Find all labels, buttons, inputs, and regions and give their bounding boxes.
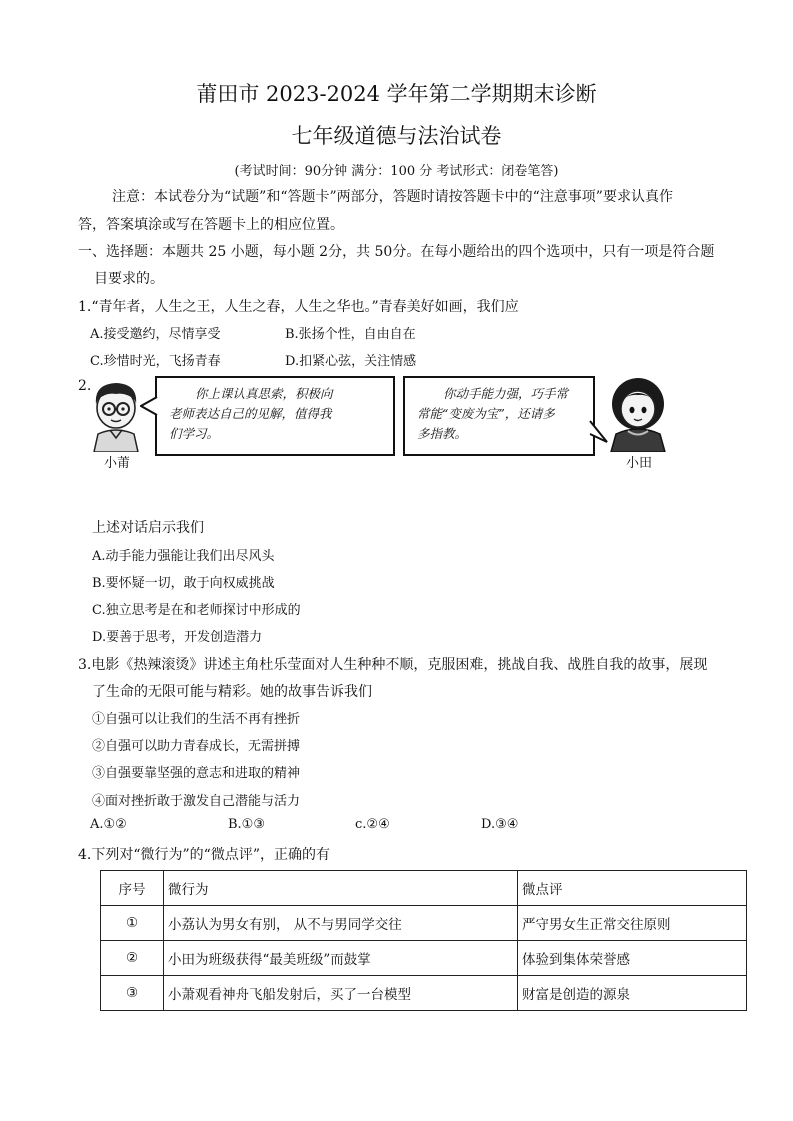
notice-line1: 注意：本试卷分为“试题”和“答题卡”两部分，答题时请按答题卡中的“注意事项”要求认真作	[112, 189, 673, 205]
q3-option-a: A.①②	[90, 817, 127, 832]
exam-title-line2: 七年级道德与法治试卷	[291, 124, 502, 148]
table-cell: 小田为班级获得“最美班级”而鼓掌	[164, 941, 518, 976]
notice-line2: 答，答案填涂或写在答题卡上的相应位置。	[78, 217, 344, 233]
q4-stem: 4.下列对“微行为”的“微点评”，正确的有	[78, 847, 330, 863]
table-cell: ③	[101, 976, 164, 1011]
q3-statement-4: ④面对挫折敢于激发自己潜能与活力	[92, 794, 301, 809]
bubble-left-line1: 你上课认真思索，积极向	[195, 386, 333, 401]
q2-option-c: C.独立思考是在和老师探讨中形成的	[92, 603, 301, 618]
bubble-right-line2: 常能“变废为宝”，还请多	[417, 406, 555, 421]
table-cell: ②	[101, 941, 164, 976]
caption-boy-name: 小莆	[104, 456, 131, 471]
table-cell: ①	[101, 906, 164, 941]
q2-prompt: 上述对话启示我们	[92, 520, 204, 536]
speech-bubble-left	[155, 376, 395, 456]
section1-line1: 一、选择题：本题共 25 小题，每小题 2分，共 50分。在每小题给出的四个选项中，只有一项是符合题	[78, 244, 715, 260]
q3-stem-line1: 3.电影《热辣滚烫》讲述主角杜乐莹面对人生种种不顺，克服困难，挑战自我、战胜自我的故事，展现	[78, 657, 708, 673]
speech-bubble-right	[403, 376, 595, 456]
q1-option-d: D.扣紧心弦，关注情感	[285, 354, 417, 369]
q1-option-a: A.接受邀约，尽情享受	[90, 327, 221, 342]
table-cell: 财富是创造的源泉	[518, 976, 747, 1011]
bubble-left-tail	[140, 395, 158, 417]
q3-option-d: D.③④	[481, 817, 519, 832]
q1-option-b: B.张扬个性，自由自在	[285, 327, 416, 342]
table-row	[101, 976, 747, 1011]
section1-line2: 目要求的。	[94, 271, 164, 287]
q1-option-c: C.珍惜时光，飞扬青春	[90, 354, 221, 369]
q3-statement-2: ②自强可以助力青春成长，无需拼搏	[92, 739, 301, 754]
exam-title-line1: 莆田市 2023-2024 学年第二学期期末诊断	[196, 82, 597, 106]
table-cell: 小萧观看神舟飞船发射后，买了一台模型	[164, 976, 518, 1011]
table-row	[101, 906, 747, 941]
table-header-row	[101, 871, 747, 906]
q2-option-b: B.要怀疑一切，敢于向权威挑战	[92, 576, 275, 591]
table-header-cell: 微点评	[518, 871, 747, 906]
table-header-cell: 序号	[101, 871, 164, 906]
table-cell: 小荔认为男女有别， 从不与男同学交往	[164, 906, 518, 941]
bubble-right-line3: 多指教。	[417, 426, 468, 441]
exam-info: (考试时间：90分钟 满分：100 分 考试形式：闭卷笔答)	[234, 164, 559, 179]
table-header-cell: 微行为	[164, 871, 518, 906]
boy-character-illustration	[86, 378, 146, 452]
bubble-left-line3: 们学习。	[169, 426, 220, 441]
q3-option-b: B.①③	[228, 817, 265, 832]
q3-option-c: c.②④	[355, 817, 390, 832]
q1-stem: 1.“青年者，人生之王，人生之春，人生之华也。”青春美好如画，我们应	[78, 299, 519, 315]
q3-statement-1: ①自强可以让我们的生活不再有挫折	[92, 712, 301, 727]
q4-table	[100, 870, 747, 1011]
q2-number: 2.	[78, 378, 92, 394]
girl-character-illustration	[603, 376, 673, 452]
table-cell: 严守男女生正常交往原则	[518, 906, 747, 941]
table-cell: 体验到集体荣誉感	[518, 941, 747, 976]
q2-option-a: A.动手能力强能让我们出尽风头	[92, 549, 275, 564]
bubble-right-line1: 你动手能力强，巧手常	[443, 386, 569, 401]
q3-stem-line2: 了生命的无限可能与精彩。她的故事告诉我们	[92, 684, 372, 700]
bubble-left-line2: 老师表达自己的见解，值得我	[169, 406, 332, 421]
table-row	[101, 941, 747, 976]
q3-statement-3: ③自强要靠坚强的意志和进取的精神	[92, 766, 301, 781]
caption-girl-name: 小田	[626, 456, 653, 471]
q2-option-d: D.要善于思考，开发创造潜力	[92, 630, 263, 645]
